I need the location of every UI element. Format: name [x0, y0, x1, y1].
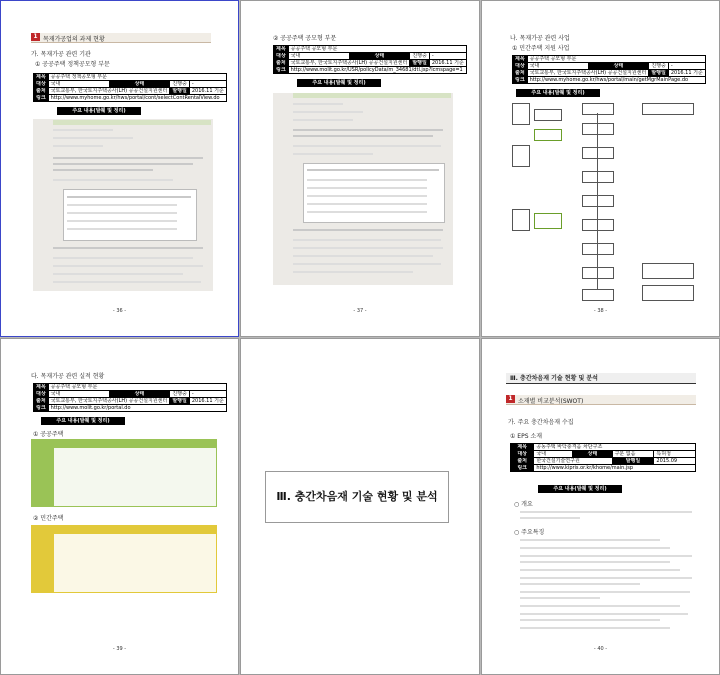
item-heading: ① 공공주택: [33, 431, 64, 438]
info-table: 제목 공동주택 바닥충격음 차단구조 대상 국내 상태 구분 없음 특허청 출처 한국건설기술연구원 발행일 2015.09 링크 http://www.kipris.or.kr/khome/main.jsp: [510, 443, 696, 472]
item-heading: ② 민간주택: [33, 515, 64, 522]
page-thumbnail-6[interactable]: [482, 339, 719, 674]
section-header: [506, 395, 696, 405]
caption-bar: 주요 내용(발췌 및 정리): [57, 107, 141, 115]
page-thumbnail-2[interactable]: [241, 1, 479, 336]
caption-bar: 주요 내용(발췌 및 정리): [516, 89, 600, 97]
section-title: 목재가공업의 과제 현황: [43, 36, 105, 43]
caption-bar: 주요 내용(발췌 및 정리): [41, 417, 125, 425]
data-table: [303, 163, 445, 223]
page-thumbnail-1[interactable]: [1, 1, 238, 336]
page-number: - 38 -: [593, 308, 608, 314]
subheading: 가. 목재가공 관련 기관: [31, 51, 91, 58]
overview-label: ○ 개요: [514, 501, 533, 508]
header-strip: [293, 93, 451, 98]
subheading: 다. 목재가공 관련 실적 현황: [31, 373, 105, 380]
item-heading: ① 민간주택 지원 사업: [512, 45, 570, 52]
page-number: - 40 -: [593, 646, 608, 652]
subheading: 가. 주요 충간차음재 수집: [508, 419, 574, 426]
section-header: [31, 33, 211, 43]
features-label: ○ 주요특징: [514, 529, 545, 536]
info-table: 제목 공공주택 공모형 부문 대상 국내 상태 진행중 - 출처 국토교통부, 한국토지주택공사(LH) 공공건설지원센터 발행일 2016.11 기준 링크 http://www.molit.go.kr/portal.do: [33, 383, 227, 412]
header-strip: [53, 120, 211, 125]
item-heading: ① 공공주택 정책공모형 부문: [35, 61, 110, 68]
page-number: - 39 -: [112, 646, 127, 652]
page-thumbnail-5[interactable]: [241, 339, 479, 674]
caption-bar: 주요 내용(발췌 및 정리): [297, 79, 381, 87]
section-title: 소재별 비교분석(SWOT): [518, 398, 584, 405]
page-thumbnail-4[interactable]: [1, 339, 238, 674]
caption-bar: 주요 내용(발췌 및 정리): [538, 485, 622, 493]
chapter-bar: Ⅲ. 충간차음재 기술 현황 및 분석: [506, 373, 696, 384]
stats-table-yellow: [31, 525, 217, 593]
section-number: 1: [31, 33, 40, 41]
flowchart: [512, 99, 696, 305]
page-number: - 36 -: [112, 308, 127, 314]
subheading: 나. 목재가공 관련 사업: [510, 35, 570, 42]
page-thumbnail-3[interactable]: [482, 1, 719, 336]
item-heading: ① EPS 소재: [510, 433, 543, 440]
info-table: 제목 공공주택 정책공모형 부문 대상 국내 상태 진행중 - 출처 국토교통부, 한국토지주택공사(LH) 공공건설지원센터 발행일 2016.11 기준 링크 http://www.myhome.go.kr/hws/portal/cont/selectContRentalView.do: [33, 73, 227, 102]
info-table: 제목 공공주택 공모형 부문 대상 국내 상태 진행중 - 출처 국토교통부, 한국토지주택공사(LH) 공공건설지원센터 발행일 2016.11 기준 링크 http://www.myhome.go.kr/hws/portal/main/getMgrMainPage.do: [512, 55, 706, 84]
chapter-title: Ⅲ. 충간차음재 기술 현황 및 분석: [265, 471, 449, 523]
section-number: 1: [506, 395, 515, 403]
page-number: - 37 -: [353, 308, 367, 314]
stats-table-green: [31, 439, 217, 507]
info-table: 제목 공공주택 공모형 부문 대상 국내 상태 진행중 - 출처 국토교통부, 한국토지주택공사(LH) 공공건설지원센터 발행일 2016.11 기준 링크 http://www.molit.go.kr/USR/policyData/m_34681/dtl.jsp?lcmspage=1: [273, 45, 467, 74]
item-heading: ② 공공주택 공모형 부문: [273, 35, 337, 42]
